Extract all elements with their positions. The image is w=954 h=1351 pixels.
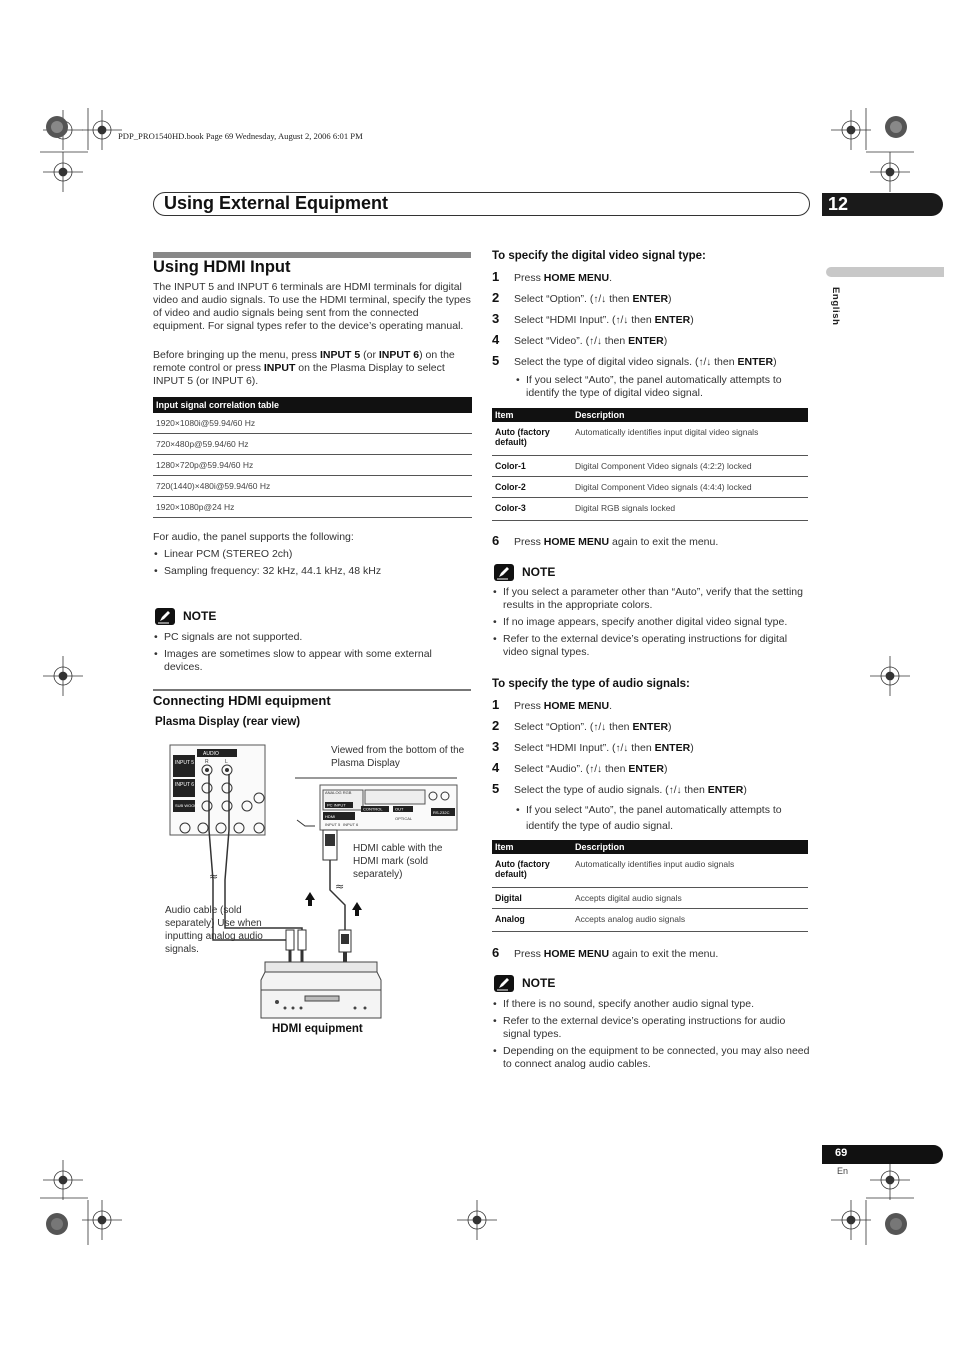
video-note-list — [492, 586, 812, 663]
step-number: 5 — [492, 781, 500, 796]
panel-label: OPTICAL — [395, 816, 413, 821]
panel-label: INPUT 5 — [325, 822, 341, 827]
audio-list — [153, 548, 471, 582]
table-row: Digital Accepts digital audio signals — [492, 888, 808, 909]
panel-label: CONTROL — [363, 806, 383, 812]
step-item: 1 Press HOME MENU. — [492, 697, 613, 712]
list-item: • Linear PCM (STEREO 2ch) — [153, 548, 471, 561]
pencil-icon — [155, 608, 175, 625]
panel-label: ANALOG RGB — [325, 790, 352, 795]
table-row: Auto (factory default) Automatically identifies input audio signals — [492, 854, 808, 888]
step-item: 1 Press HOME MENU. — [492, 269, 613, 284]
connect-heading: Connecting HDMI equipment — [153, 693, 331, 708]
column-header: Item — [492, 408, 572, 422]
page-title: Using External Equipment — [164, 193, 389, 213]
note-heading: NOTE — [494, 974, 555, 992]
panel-label: RS-232C — [433, 810, 450, 815]
arrow-keys-icon: ↑/↓ — [615, 315, 629, 326]
arrow-keys-icon: ↑/↓ — [615, 743, 629, 754]
signal-table — [153, 397, 472, 518]
crosshair-icon — [870, 152, 910, 192]
color-target-icon — [885, 1213, 907, 1235]
connection-diagram — [165, 740, 465, 1030]
table-row: 720(1440)×480i@59.94/60 Hz — [153, 476, 472, 497]
panel-label: PC INPUT — [327, 802, 346, 808]
step-item: 5 Select the type of audio signals. (↑/↓ then ENTER) — [492, 781, 747, 796]
arrow-keys-icon: ↑/↓ — [593, 722, 607, 733]
note-list — [153, 631, 471, 678]
color-target-icon — [885, 116, 907, 138]
step-item: 3 Select “HDMI Input”. (↑/↓ then ENTER) — [492, 311, 694, 326]
hdmi-cable-label: HDMI cable with the HDMI mark (sold separately) — [353, 843, 443, 880]
step-number: 2 — [492, 718, 500, 733]
column-header: Description — [572, 840, 808, 854]
audio-cable-label: Audio cable (sold separately) Use when inputting analog audio signals. — [165, 905, 263, 955]
panel-label: INPUT 6 — [343, 822, 359, 827]
rear-view-label: Plasma Display (rear view) — [155, 716, 301, 728]
arrow-keys-icon: ↑/↓ — [593, 294, 607, 305]
crosshair-icon — [870, 656, 910, 696]
audio-steps — [492, 697, 812, 805]
crosshair-icon — [831, 1200, 871, 1240]
arrow-keys-icon: ↑/↓ — [668, 785, 682, 796]
step-number: 4 — [492, 760, 500, 775]
step-number: 5 — [492, 353, 500, 368]
list-item: • Depending on the equipment to be connected, you may also need to connect analog audio cables. — [492, 1045, 812, 1071]
column-header: Item — [492, 840, 572, 854]
list-item: • If there is no sound, specify another audio signal type. — [492, 998, 812, 1011]
table-row: 1280×720p@59.94/60 Hz — [153, 455, 472, 476]
list-item: • If no image appears, specify another digital video signal type. — [492, 616, 812, 629]
list-item: • PC signals are not supported. — [153, 631, 471, 644]
panel-label: AUDIO — [203, 751, 219, 757]
pencil-icon — [494, 564, 514, 581]
audio-table — [492, 840, 808, 932]
arrow-keys-icon: ↑/↓ — [589, 764, 603, 775]
table-row: Color-1 Digital Component Video signals (4:2:2) locked — [492, 456, 808, 477]
video-heading: To specify the digital video signal type: — [492, 250, 706, 262]
before-paragraph: Before bringing up the menu, press INPUT 5 (or INPUT 6) on the remote control or press INPUT on the Plasma Display to select INPUT 5 (or INPUT 6). — [153, 349, 455, 387]
crosshair-icon — [43, 1160, 83, 1200]
table-row: Auto (factory default) Automatically identifies input digital video signals — [492, 422, 808, 456]
crosshair-icon — [43, 152, 83, 192]
rear-panel-left — [170, 745, 265, 835]
audio-heading: To specify the type of audio signals: — [492, 678, 690, 690]
step-item: 4 Select “Video”. (↑/↓ then ENTER) — [492, 332, 668, 347]
table-row: Color-2 Digital Component Video signals (4:4:4) locked — [492, 477, 808, 498]
step-number: 2 — [492, 290, 500, 305]
list-item: • Refer to the external device’s operating instructions for audio signal types. — [492, 1015, 812, 1041]
subhead-bar — [153, 689, 471, 691]
step-item: 2 Select “Option”. (↑/↓ then ENTER) — [492, 290, 672, 305]
video-bullet — [515, 374, 811, 404]
color-target-icon — [46, 116, 68, 138]
list-item: • Sampling frequency: 32 kHz, 44.1 kHz, 48 kHz — [153, 565, 471, 578]
file-info: PDP_PRO1540HD.book Page 69 Wednesday, August 2, 2006 6:01 PM — [118, 131, 363, 141]
panel-label: L — [225, 759, 228, 765]
step-item: 5 Select the type of digital video signals. (↑/↓ then ENTER) — [492, 353, 777, 368]
arrow-keys-icon: ↑/↓ — [589, 336, 602, 347]
audio-bullet — [515, 802, 811, 838]
crosshair-icon — [870, 1160, 910, 1200]
crosshair-icon — [831, 110, 871, 150]
page-number: 69 — [835, 1147, 848, 1159]
audio-intro: For audio, the panel supports the following: — [153, 531, 354, 543]
step-number: 3 — [492, 311, 500, 326]
signal-table-header: Input signal correlation table — [153, 397, 472, 413]
list-item: • If you select a parameter other than “Auto”, verify that the setting results in the appropriate colors. — [492, 586, 812, 612]
language-tab — [826, 267, 944, 277]
crosshair-icon — [43, 656, 83, 696]
note-heading: NOTE — [155, 607, 216, 625]
list-item: • Images are sometimes slow to appear with some external devices. — [153, 648, 471, 674]
arrow-keys-icon: ↑/↓ — [698, 357, 712, 368]
step-number: 4 — [492, 332, 500, 347]
panel-label: INPUT 5 — [175, 760, 195, 766]
step-number: 1 — [492, 697, 500, 712]
note-heading: NOTE — [494, 563, 555, 581]
list-item: • If you select “Auto”, the panel automatically attempts to identify the type of audio signal. — [515, 802, 811, 834]
crosshair-icon — [457, 1200, 497, 1240]
page-language: En — [837, 1166, 849, 1176]
panel-label: R — [205, 759, 209, 765]
panel-label: OUT — [395, 806, 404, 812]
viewed-from-label: Viewed from the bottom of the Plasma Display — [331, 745, 465, 769]
equipment-label: HDMI equipment — [272, 1023, 363, 1035]
language-label: English — [830, 287, 841, 326]
step-item: 3 Select “HDMI Input”. (↑/↓ then ENTER) — [492, 739, 694, 754]
color-target-icon — [46, 1213, 68, 1235]
intro-paragraph: The INPUT 5 and INPUT 6 terminals are HDMI terminals for digital video and audio signals. To use the HDMI terminal, specify the types of video and audio signals being sent from the connected equipment. For signal types refer to the device’s operating manual. — [153, 281, 471, 332]
step-item: 2 Select “Option”. (↑/↓ then ENTER) — [492, 718, 672, 733]
audio-step-6: 6 Press HOME MENU again to exit the menu. — [492, 945, 719, 960]
video-table — [492, 408, 808, 521]
table-row: 1920×1080p@24 Hz — [153, 497, 472, 518]
pencil-icon — [494, 975, 514, 992]
panel-label: SUB WOOFER — [175, 803, 203, 808]
table-row: 720×480p@59.94/60 Hz — [153, 434, 472, 455]
chapter-number: 12 — [828, 194, 849, 214]
step-number: 1 — [492, 269, 500, 284]
svg-text:≈: ≈ — [335, 880, 345, 893]
step-number: 3 — [492, 739, 500, 754]
list-item: • If you select “Auto”, the panel automatically attempts to identify the type of digital video signal. — [515, 374, 811, 400]
table-row: Analog Accepts analog audio signals — [492, 909, 808, 932]
panel-label: HDMI — [325, 814, 336, 819]
video-step-6: 6 Press HOME MENU again to exit the menu. — [492, 533, 719, 548]
step-item: 4 Select “Audio”. (↑/↓ then ENTER) — [492, 760, 668, 775]
svg-text:≈: ≈ — [209, 870, 219, 883]
video-steps — [492, 269, 812, 377]
table-row: 1920×1080i@59.94/60 Hz — [153, 413, 472, 434]
section-title: Using HDMI Input — [153, 258, 291, 276]
panel-label: INPUT 6 — [175, 782, 195, 788]
column-header: Description — [572, 408, 808, 422]
audio-note-list — [492, 998, 812, 1075]
list-item: • Refer to the external device’s operating instructions for digital video signal types. — [492, 633, 812, 659]
table-row: Color-3 Digital RGB signals locked — [492, 498, 808, 521]
